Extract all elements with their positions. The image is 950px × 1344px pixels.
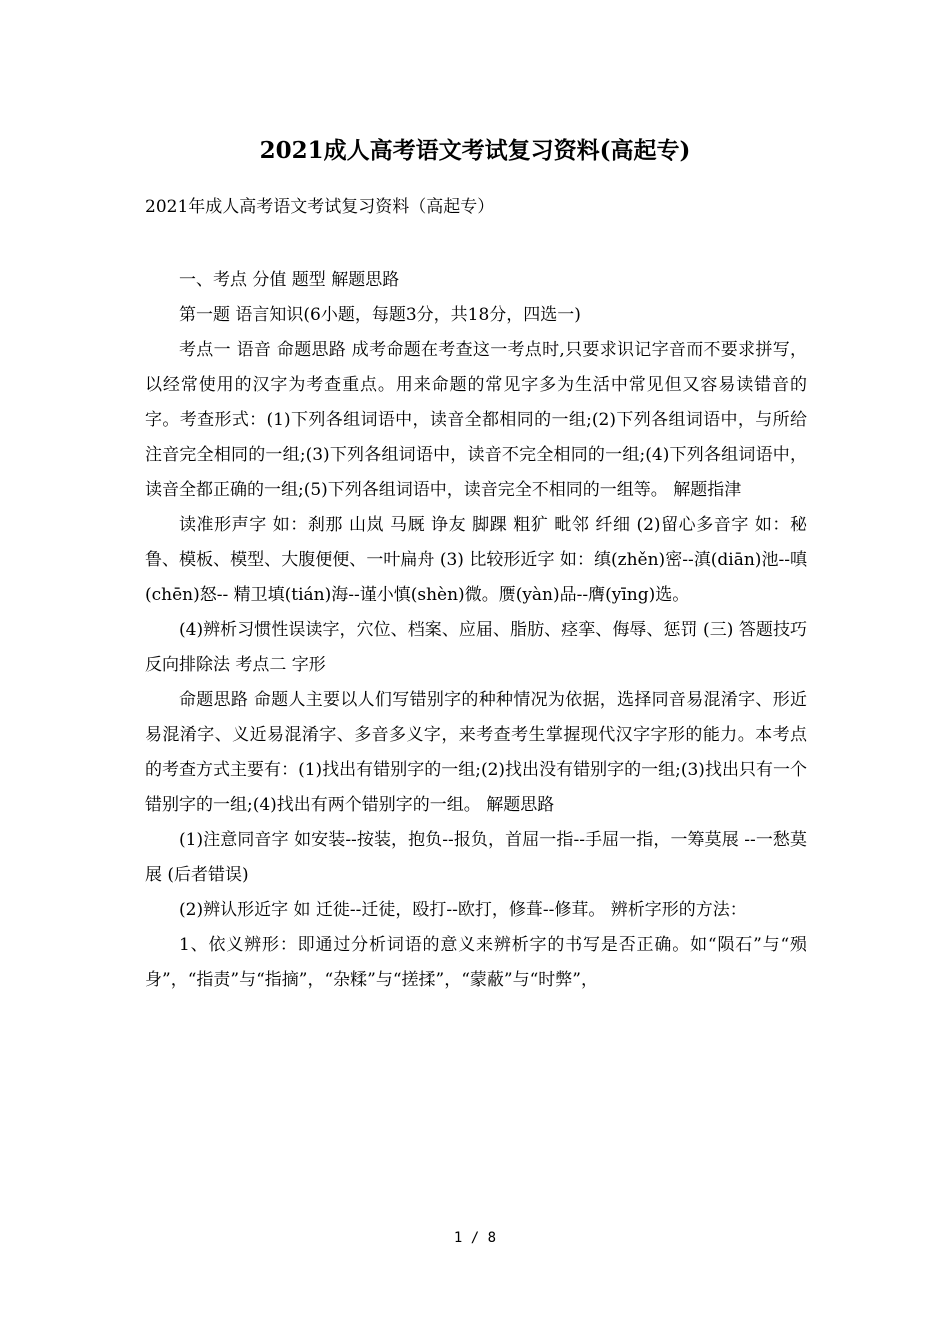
paragraph: 第一题 语言知识(6小题，每题3分，共18分，四选一) [179,305,581,325]
document-subtitle: 2021年成人高考语文考试复习资料（高起专） [145,197,495,217]
paragraph: 读准形声字 如：刹那 山岚 马厩 诤友 脚踝 粗犷 毗邻 纤细 (2)留心多音字 如：秘鲁、模板、模型、大腹便便、一叶扁舟 (3) 比较形近字 如：缜(zhěn)密--滇(diān)池--嗔(chēn)怒-- 精卫填(tián)海--谨小慎(shèn)微。赝(yàn)品--膺(yīng)选。 [145,515,807,605]
paragraph: (2)辨认形近字 如 迁徙--迁徒，殴打--欧打，修葺--修茸。 辨析字形的方法： [179,900,747,920]
paragraph: (1)注意同音字 如安装--按装，抱负--报负，首屈一指--手屈一指，一筹莫展 --一愁莫展 (后者错误) [145,830,807,885]
document-title: 2021成人高考语文考试复习资料(高起专) [259,137,691,164]
paragraph: 命题思路 命题人主要以人们写错别字的种种情况为依据，选择同音易混淆字、形近易混淆字、义近易混淆字、多音多义字，来考查考生掌握现代汉字字形的能力。本考点的考查方式主要有：(1)找出有错别字的一组;(2)找出没有错别字的一组;(3)找出只有一个错别字的一组;(4)找出有两个错别字的一组。 解题思路 [145,690,807,815]
paragraph: (4)辨析习惯性误读字，穴位、档案、应届、脂肪、痉挛、侮辱、惩罚 (三) 答题技巧 反向排除法 考点二 字形 [145,620,807,675]
paragraph: 考点一 语音 命题思路 成考命题在考查这一考点时,只要求识记字音而不要求拼写，以经常使用的汉字为考查重点。用来命题的常见字多为生活中常见但又容易读错音的字。考查形式：(1)下列各组词语中，读音全都相同的一组;(2)下列各组词语中，与所给注音完全相同的一组;(3)下列各组词语中，读音不完全相同的一组;(4)下列各组词语中，读音全都正确的一组;(5)下列各组词语中，读音完全不相同的一组等。 解题指津 [145,340,807,500]
page-number: 1 / 8 [453,1230,497,1246]
paragraph: 一、考点 分值 题型 解题思路 [179,270,400,290]
paragraph: 1、依义辨形：即通过分析词语的意义来辨析字的书写是否正确。如“陨石”与“殒身”，“指责”与“指摘”，“杂糅”与“搓揉”，“蒙蔽”与“时弊”， [145,935,807,990]
document-body [145,263,807,998]
